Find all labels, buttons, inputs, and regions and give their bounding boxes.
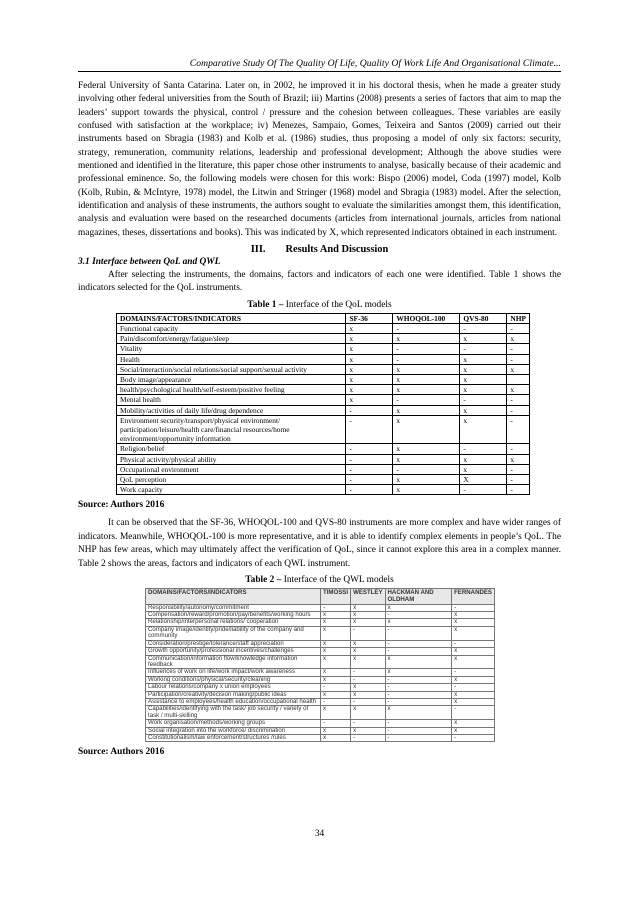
table1-row <box>117 385 530 395</box>
table1-header-cell: DOMAINS/FACTORS/INDICATORS <box>117 313 346 323</box>
table2-mark-cell: x <box>351 684 385 691</box>
paper-page <box>78 58 561 839</box>
table1-mark-cell: x <box>460 334 507 344</box>
table2-mark-cell: x <box>321 727 351 734</box>
table2-mark-cell: x <box>351 655 385 669</box>
table2-mark-cell: - <box>385 640 452 647</box>
table1-indicator-cell: Vitality <box>117 344 346 354</box>
running-title: Comparative Study Of The Quality Of Life, Quality Of Work Life And Organisational Climate... <box>78 58 561 72</box>
table1-indicator-cell: Occupational environment <box>117 464 346 474</box>
table1-mark-cell: x <box>346 385 393 395</box>
table1-mark-cell: x <box>393 385 460 395</box>
table1-indicator-cell: Mental health <box>117 395 346 405</box>
table1-mark-cell: x <box>393 334 460 344</box>
table2-row <box>146 720 495 727</box>
table2-indicator-cell: Growth opportunity/professional incentives/challenges <box>146 648 321 655</box>
table1-mark-cell: x <box>346 364 393 374</box>
table2-row <box>146 626 495 640</box>
table1-row <box>117 485 530 495</box>
table1-mark-cell: - <box>507 415 530 444</box>
table1-mark-cell: - <box>346 464 393 474</box>
table2-indicator-cell: Compensation/reward/promotion/pay/benefits/working hours <box>146 612 321 619</box>
table1-caption-text: Interface of the QoL models <box>283 299 392 310</box>
table2-mark-cell: - <box>452 684 495 691</box>
table1-mark-cell: x <box>346 344 393 354</box>
section-title: Results And Discussion <box>285 244 389 256</box>
table2-mark-cell: x <box>452 648 495 655</box>
table1-mark-cell: - <box>460 485 507 495</box>
table1-mark-cell: - <box>507 444 530 454</box>
table2-mark-cell: - <box>385 648 452 655</box>
table2-mark-cell: x <box>452 720 495 727</box>
table2-mark-cell: - <box>351 734 385 741</box>
table1-mark-cell: x <box>507 454 530 464</box>
table1-row <box>117 415 530 444</box>
table1-mark-cell: - <box>393 344 460 354</box>
subsection-heading: 3.1 Interface between QoL and QWL <box>78 257 221 268</box>
table2-mark-cell: - <box>321 698 351 705</box>
table1-indicator-cell: Functional capacity <box>117 324 346 334</box>
table2-row <box>146 734 495 741</box>
table2-indicator-cell: Communication/information flow/knowledge information feedback <box>146 655 321 669</box>
table2-indicator-cell: Assistance to employees/health education/occupational health <box>146 698 321 705</box>
table1-mark-cell: - <box>393 324 460 334</box>
table1-indicator-cell: Physical activity/physical ability <box>117 454 346 464</box>
body-paragraph-1: Federal University of Santa Catarina. Later on, in 2002, he improved it in his doctoral thesis, when he made a greater study involving other federal universities from the South of Brazil; iii) Martins (2008) presents a series of factors that aim to map the leaders’ support towards the physical, control / pressure and the cohesion between colleagues. These variables are easily confused with satisfaction at the workplace; iv) Menezes, Sampaio, Gomes, Teixeira and Santos (2009) carried out their instruments based on Sbragia (1983) and Kolb et al. (1986) studies, thus proposing a model of only six factors: security, strategy, remuneration, community relations, leadership and professional development; Although the above studies were mentioned and identified in the literature, this paper chose other instruments to analyse, basically because of their academic and professional eminence. So, the following models were chosen for this work: Bispo (2006) model, Coda (1997) model, Kolb (Kolb, Rubin, & McIntyre, 1978) model, the Litwin and Stringer (1968) model and Sbragia (1983) model. After the selection, identification and analysis of these instruments, the authors sought to evaluate the similarities amongst them, this identification, analysis and evaluation were based on the researched documents (articles from international journals, articles from national magazines, theses, dissertations and books). This was indicated by X, which represented indicators obtained in each instrument. <box>78 81 561 238</box>
table2-row <box>146 655 495 669</box>
table2-mark-cell: x <box>452 655 495 669</box>
table2-indicator-cell: Participation/creativity/decision making/public ideas <box>146 691 321 698</box>
table2-mark-cell: x <box>351 648 385 655</box>
table1-header-cell: QVS-80 <box>460 313 507 323</box>
table1-mark-cell: - <box>507 395 530 405</box>
table2-mark-cell: x <box>385 655 452 669</box>
table1-mark-cell: x <box>393 475 460 485</box>
table2-caption-label: Table 2 – <box>245 574 282 585</box>
table1-mark-cell: x <box>346 334 393 344</box>
table1-mark-cell: x <box>507 385 530 395</box>
table1-header-cell: SF-36 <box>346 313 393 323</box>
table1-mark-cell: - <box>393 464 460 474</box>
table2-header-cell: HACKMAN AND OLDHAM <box>385 588 452 604</box>
table2-header-row <box>146 588 495 604</box>
table2-mark-cell: - <box>385 626 452 640</box>
table2-header-cell: FERNANDES <box>452 588 495 604</box>
table1-row <box>117 395 530 405</box>
table2-indicator-cell: Relationship/interpersonal relations/ cooperation <box>146 619 321 626</box>
body-paragraph-2: After selecting the instruments, the domains, factors and indicators of each one were identified. Table 1 shows the indicators selected for the QoL instruments. <box>78 270 561 294</box>
table2-indicator-cell: Social integration into the workforce/ discrimination <box>146 727 321 734</box>
table2-indicator-cell: Consideration/prestige/tolerance/staff appreciation <box>146 640 321 647</box>
table2-mark-cell: - <box>351 669 385 676</box>
table2-mark-cell: x <box>321 648 351 655</box>
table1-caption-label: Table 1 – <box>247 299 284 310</box>
table1-mark-cell: - <box>460 444 507 454</box>
table1-mark-cell: x <box>393 444 460 454</box>
table2-mark-cell: - <box>351 720 385 727</box>
table1-row <box>117 334 530 344</box>
table2-body <box>146 604 495 742</box>
table2-mark-cell: - <box>321 604 351 611</box>
table1-row <box>117 324 530 334</box>
table2-mark-cell: x <box>351 691 385 698</box>
table1-mark-cell: - <box>393 354 460 364</box>
table2-mark-cell: x <box>452 727 495 734</box>
table2-mark-cell: x <box>321 626 351 640</box>
table1-mark-cell: - <box>460 395 507 405</box>
table2-mark-cell: x <box>452 626 495 640</box>
table2-mark-cell: - <box>385 734 452 741</box>
table1-header-cell: WHOQOL-100 <box>393 313 460 323</box>
table2-mark-cell: - <box>452 604 495 611</box>
table2-header-cell: DOMAINS/FACTORS/INDICATORS <box>146 588 321 604</box>
table2-mark-cell: - <box>452 706 495 720</box>
table2-mark-cell: - <box>351 626 385 640</box>
table1-qol-models <box>116 313 530 496</box>
table1-header-row <box>117 313 530 323</box>
table1-indicator-cell: Pain/discomfort/energy/fatigue/sleep <box>117 334 346 344</box>
table1-mark-cell: - <box>507 354 530 364</box>
table2-mark-cell: x <box>321 655 351 669</box>
table1-mark-cell: x <box>460 454 507 464</box>
table1-row <box>117 405 530 415</box>
table2-mark-cell: x <box>321 619 351 626</box>
table1-mark-cell: - <box>346 485 393 495</box>
table2-row <box>146 684 495 691</box>
table1-mark-cell: x <box>346 354 393 364</box>
table1-mark-cell: x <box>346 324 393 334</box>
table2-indicator-cell: Labour relations/company x union employees <box>146 684 321 691</box>
table1-mark-cell: x <box>346 375 393 385</box>
table2-mark-cell: x <box>321 706 351 720</box>
table2-mark-cell: x <box>385 604 452 611</box>
table1-mark-cell: x <box>393 405 460 415</box>
table1-indicator-cell: Body image/appearance <box>117 375 346 385</box>
table2-indicator-cell: Capabilities/identifying with the task/ job security / variety of task / multi-skilling <box>146 706 321 720</box>
table2-mark-cell: x <box>452 676 495 683</box>
table1-mark-cell: - <box>346 454 393 464</box>
table2-mark-cell: - <box>385 727 452 734</box>
table2-caption-text: Interface of the QWL models <box>281 574 394 585</box>
table2-mark-cell: x <box>321 734 351 741</box>
table1-mark-cell: - <box>507 485 530 495</box>
table1-mark-cell: x <box>507 334 530 344</box>
table2-mark-cell: x <box>351 640 385 647</box>
table2-mark-cell: x <box>351 727 385 734</box>
table2-mark-cell: x <box>351 706 385 720</box>
table1-row <box>117 464 530 474</box>
table2-mark-cell: - <box>452 640 495 647</box>
table2-mark-cell: x <box>452 619 495 626</box>
table1-indicator-cell: Health <box>117 354 346 364</box>
table1-row <box>117 444 530 454</box>
table2-indicator-cell: Responsibility/autonomy/commitment <box>146 604 321 611</box>
table2-caption <box>78 574 561 587</box>
table1-mark-cell: x <box>460 464 507 474</box>
table1-indicator-cell: Social/interaction/social relations/social support/sexual activity <box>117 364 346 374</box>
table2-mark-cell: - <box>385 684 452 691</box>
table1-mark-cell: - <box>346 405 393 415</box>
table2-mark-cell: - <box>351 676 385 683</box>
table1-indicator-cell: Religion/belief <box>117 444 346 454</box>
table2-mark-cell: x <box>321 676 351 683</box>
table2-header-cell: WESTLEY <box>351 588 385 604</box>
table2-mark-cell: x <box>321 691 351 698</box>
table1-mark-cell: x <box>460 354 507 364</box>
table1-indicator-cell: Work capacity <box>117 485 346 495</box>
table2-mark-cell: - <box>385 698 452 705</box>
body-paragraph-3: It can be observed that the SF-36, WHOQOL-100 and QVS-80 instruments are more complex and have wider ranges of indicators. Meanwhile, WHOQOL-100 is more representative, and it is able to identify complex elements in people’s QoL. The NHP has few areas, which may ultimately affect the verification of QoL, since it cannot explore this area in a complex manner. Table 2 shows the areas, factors and indicators of each QWL instrument. <box>78 518 561 569</box>
table2-mark-cell: - <box>385 676 452 683</box>
table2-mark-cell: x <box>385 669 452 676</box>
table1-mark-cell: - <box>460 344 507 354</box>
table2-mark-cell: x <box>321 669 351 676</box>
table1-header-cell: NHP <box>507 313 530 323</box>
table1-mark-cell: - <box>507 324 530 334</box>
table2-indicator-cell: Company image/identity/pride/liability of the company and community <box>146 626 321 640</box>
table1-indicator-cell: QoL perception <box>117 475 346 485</box>
table2-mark-cell: x <box>351 612 385 619</box>
table1-body <box>117 324 530 495</box>
section-heading <box>78 243 561 256</box>
table2-indicator-cell: Constitutionalism/law enforcement/structures /rules <box>146 734 321 741</box>
table1-mark-cell: - <box>460 324 507 334</box>
table1-mark-cell: x <box>393 364 460 374</box>
table1-mark-cell: x <box>507 364 530 374</box>
table2-mark-cell: - <box>385 612 452 619</box>
table1-mark-cell: - <box>507 464 530 474</box>
table2-mark-cell: x <box>321 640 351 647</box>
table2-mark-cell: - <box>452 669 495 676</box>
page-number: 34 <box>314 829 325 839</box>
table2-indicator-cell: Working conditions/physical/security/cleaning <box>146 676 321 683</box>
table1-indicator-cell: health/psychological health/self-esteem/positive feeling <box>117 385 346 395</box>
table2-qwl-models <box>145 588 495 743</box>
table1-mark-cell: - <box>346 415 393 444</box>
table2-mark-cell: - <box>351 698 385 705</box>
table2-mark-cell: x <box>452 612 495 619</box>
table2-header-cell: TIMOSSI <box>321 588 351 604</box>
table2-mark-cell: x <box>321 612 351 619</box>
table2-indicator-cell: Influences of work on life/work impact/work awareness <box>146 669 321 676</box>
table2-mark-cell: x <box>452 698 495 705</box>
table1-row <box>117 354 530 364</box>
table2-row <box>146 706 495 720</box>
table2-mark-cell: - <box>385 720 452 727</box>
table2-mark-cell: x <box>385 619 452 626</box>
table2-mark-cell: x <box>452 691 495 698</box>
table1-mark-cell <box>507 375 530 385</box>
table1-indicator-cell: Environment security/transport/physical environment/ participation/leisure/health care/financial resources/home environment/opportunity information <box>117 415 346 444</box>
table2-mark-cell: - <box>321 684 351 691</box>
table1-mark-cell: x <box>460 405 507 415</box>
table1-source: Source: Authors 2016 <box>78 500 165 511</box>
table1-mark-cell: - <box>507 475 530 485</box>
table1-mark-cell: x <box>460 415 507 444</box>
table2-mark-cell: x <box>351 604 385 611</box>
table1-mark-cell: X <box>460 475 507 485</box>
table1-row <box>117 364 530 374</box>
table1-row <box>117 344 530 354</box>
table1-mark-cell: - <box>346 475 393 485</box>
table2-mark-cell: x <box>351 619 385 626</box>
table1-mark-cell: x <box>393 454 460 464</box>
table1-caption <box>78 299 561 312</box>
table1-row <box>117 375 530 385</box>
table1-mark-cell: - <box>507 405 530 415</box>
table1-mark-cell: x <box>460 375 507 385</box>
table2-mark-cell: - <box>452 734 495 741</box>
section-number: III. <box>250 244 266 256</box>
table1-mark-cell: x <box>460 385 507 395</box>
table1-indicator-cell: Mobility/activities of daily life/drug dependence <box>117 405 346 415</box>
table1-mark-cell: x <box>346 395 393 405</box>
table1-mark-cell: x <box>460 364 507 374</box>
table1-mark-cell: x <box>393 375 460 385</box>
table1-row <box>117 475 530 485</box>
table2-mark-cell: - <box>321 720 351 727</box>
table2-indicator-cell: Work organisation/methods/working groups <box>146 720 321 727</box>
table1-mark-cell: x <box>393 485 460 495</box>
table1-mark-cell: - <box>393 395 460 405</box>
table1-mark-cell: - <box>507 344 530 354</box>
table2-mark-cell: - <box>385 691 452 698</box>
table1-row <box>117 454 530 464</box>
table1-mark-cell: - <box>346 444 393 454</box>
table2-row <box>146 648 495 655</box>
table1-mark-cell: x <box>393 415 460 444</box>
table2-source: Source: Authors 2016 <box>78 747 165 758</box>
table2-mark-cell: x <box>385 706 452 720</box>
